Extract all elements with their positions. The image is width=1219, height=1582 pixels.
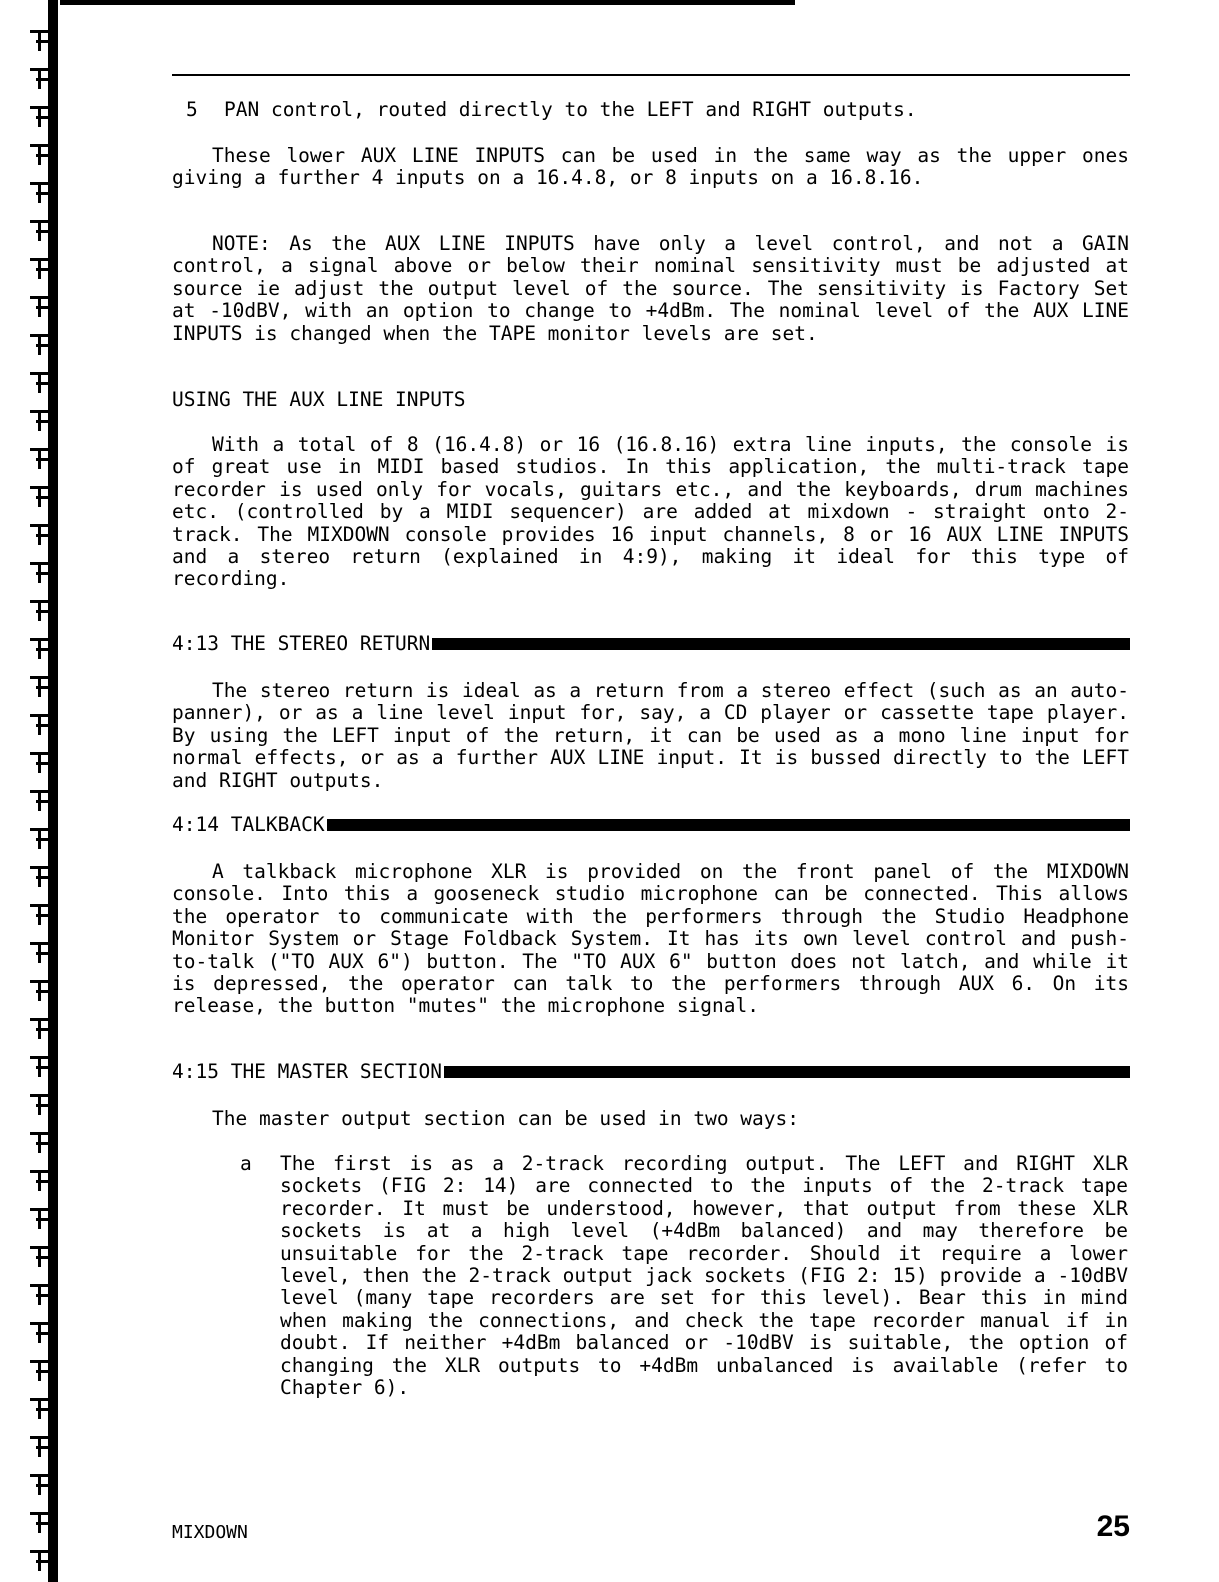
heading-stereo-return (172, 632, 1130, 656)
binding-tick (38, 71, 41, 89)
binding-tick (30, 790, 58, 793)
list-marker-a: a (240, 1152, 252, 1175)
binding-tick (30, 410, 58, 413)
binding-tick (38, 1173, 41, 1191)
subheading-using-aux: USING THE AUX LINE INPUTS (172, 388, 466, 411)
binding-tick (30, 638, 58, 641)
binding-tick (30, 68, 58, 71)
binding-tick (30, 1056, 58, 1059)
binding-tick (30, 1284, 58, 1287)
binding-tick (30, 1132, 58, 1135)
list-item-a-text: The first is as a 2-track recording output. The LEFT and RIGHT XLR sockets (FIG 2: 14) are connected to the inputs of the 2-track tape recorder. It must be understood, however, that output from these XLR sockets is at a high level (+4dBm balanced) and may therefore be unsuitable for the 2-track tape recorder. Should it require a lower level, then the 2-track output jack sockets (FIG 2: 15) provide a -10dBV level (many tape recorders are set for this level). Bear this in mind when making the connections, and check the tape recorder manual if in doubt. If neither +4dBm balanced or -10dBV is suitable, the option of changing the XLR outputs to +4dBm unbalanced is available (refer to Chapter 6). (280, 1152, 1128, 1400)
binding-tick (38, 793, 41, 811)
binding-tick (30, 372, 58, 375)
binding-tick (30, 1512, 58, 1515)
binding-tick (38, 299, 41, 317)
binding-tick (38, 641, 41, 659)
binding-tick (38, 1097, 41, 1115)
binding-tick (38, 261, 41, 279)
binding-tick (30, 1360, 58, 1363)
binding-tick (38, 1135, 41, 1153)
binding-tick (38, 413, 41, 431)
binding-tick (38, 1325, 41, 1343)
binding-tick (38, 185, 41, 203)
binding-tick (30, 1018, 58, 1021)
binding-tick (38, 1363, 41, 1381)
binding-tick (38, 1021, 41, 1039)
binding-tick (38, 1211, 41, 1229)
binding-tick (30, 1208, 58, 1211)
binding-tick (38, 375, 41, 393)
binding-tick (38, 527, 41, 545)
heading-talkback-label: 4:14 TALKBACK (172, 813, 325, 836)
binding-tick (38, 983, 41, 1001)
binding-tick (30, 828, 58, 831)
heading-master-section (172, 1060, 1130, 1084)
binding-tick (30, 1436, 58, 1439)
footer-title: MIXDOWN (172, 1522, 248, 1543)
binding-tick (38, 945, 41, 963)
binding-tick (30, 1246, 58, 1249)
binding-tick (30, 144, 58, 147)
binding-tick (30, 866, 58, 869)
binding-tick (38, 1249, 41, 1267)
binding-tick (30, 182, 58, 185)
binding-tick (30, 1398, 58, 1401)
binding-tick (38, 1401, 41, 1419)
binding-tick (30, 1322, 58, 1325)
heading-master-section-label: 4:15 THE MASTER SECTION (172, 1060, 443, 1083)
item-5-text: PAN control, routed directly to the LEFT and RIGHT outputs. (224, 98, 917, 121)
heading-bar (432, 638, 1130, 650)
header-rule (172, 74, 1130, 76)
binding-tick (30, 752, 58, 755)
binding-tick (38, 223, 41, 241)
binding-tick (30, 980, 58, 983)
item-5-number: 5 (186, 98, 198, 121)
binding-tick (38, 565, 41, 583)
binding-tick (38, 451, 41, 469)
binding-tick (30, 942, 58, 945)
binding-tick (38, 755, 41, 773)
binding-spine (0, 0, 58, 1582)
paragraph-lower-aux: These lower AUX LINE INPUTS can be used in the same way as the upper ones giving a further 4 inputs on a 16.4.8, or 8 inputs on a 16.8.16. (172, 144, 1129, 190)
page-number: 25 (1096, 1510, 1130, 1543)
binding-tick (30, 1170, 58, 1173)
heading-bar (444, 1066, 1130, 1078)
paragraph-master-intro: The master output section can be used in two ways: (212, 1107, 799, 1130)
binding-tick (38, 1287, 41, 1305)
binding-tick (30, 334, 58, 337)
binding-tick (38, 109, 41, 127)
heading-stereo-return-label: 4:13 THE STEREO RETURN (172, 632, 431, 655)
binding-tick (30, 714, 58, 717)
binding-tick (30, 486, 58, 489)
binding-tick (30, 562, 58, 565)
binding-tick (38, 337, 41, 355)
binding-tick (30, 676, 58, 679)
binding-tick (38, 679, 41, 697)
binding-tick (38, 33, 41, 51)
binding-tick (38, 1515, 41, 1533)
binding-tick (38, 1059, 41, 1077)
binding-tick (38, 1439, 41, 1457)
paragraph-stereo-return: The stereo return is ideal as a return from a stereo effect (such as an auto-panner), or as a line level input for, say, a CD player or cassette tape player. By using the LEFT input of the return, it can be used as a mono line input for normal effects, or as a further AUX LINE input. It is bussed directly to the LEFT and RIGHT outputs. (172, 679, 1129, 792)
binding-tick (30, 1094, 58, 1097)
binding-tick (38, 717, 41, 735)
binding-tick (38, 831, 41, 849)
heading-talkback (172, 813, 1130, 837)
binding-tick (38, 907, 41, 925)
binding-tick (30, 524, 58, 527)
paragraph-note: NOTE: As the AUX LINE INPUTS have only a level control, and not a GAIN control, a signal above or below their nominal sensitivity must be adjusted at source ie adjust the output level of the source. The sensitivity is Factory Set at -10dBV, with an option to change to +4dBm. The nominal level of the AUX LINE INPUTS is changed when the TAPE monitor levels are set. (172, 232, 1129, 345)
item-5 (172, 99, 1129, 121)
binding-tick (30, 106, 58, 109)
binding-tick (38, 603, 41, 621)
binding-tick (30, 220, 58, 223)
binding-tick (38, 1477, 41, 1495)
binding-tick (30, 30, 58, 33)
top-scan-edge (60, 0, 795, 5)
binding-tick (30, 1550, 58, 1553)
binding-tick (38, 1553, 41, 1571)
binding-tick (38, 147, 41, 165)
heading-bar (327, 819, 1130, 831)
binding-tick (38, 489, 41, 507)
binding-tick (30, 600, 58, 603)
binding-tick (30, 1474, 58, 1477)
binding-tick (30, 258, 58, 261)
paragraph-using-aux: With a total of 8 (16.4.8) or 16 (16.8.16) extra line inputs, the console is of great use in MIDI based studios. In this application, the multi-track tape recorder is used only for vocals, guitars etc., and the keyboards, drum machines etc. (controlled by a MIDI sequencer) are added at mixdown - straight onto 2-track. The MIXDOWN console provides 16 input channels, 8 or 16 AUX LINE INPUTS and a stereo return (explained in 4:9), making it ideal for this type of recording. (172, 433, 1129, 591)
binding-tick (30, 448, 58, 451)
paragraph-talkback: A talkback microphone XLR is provided on the front panel of the MIXDOWN console. Into this a gooseneck studio microphone can be connected. This allows the operator to communicate with the performers through the Studio Headphone Monitor System or Stage Foldback System. It has its own level control and push-to-talk ("TO AUX 6") button. The "TO AUX 6" button does not latch, and while it is depressed, the operator can talk to the performers through AUX 6. On its release, the button "mutes" the microphone signal. (172, 860, 1129, 1018)
binding-tick (30, 904, 58, 907)
binding-tick (30, 296, 58, 299)
binding-tick (38, 869, 41, 887)
